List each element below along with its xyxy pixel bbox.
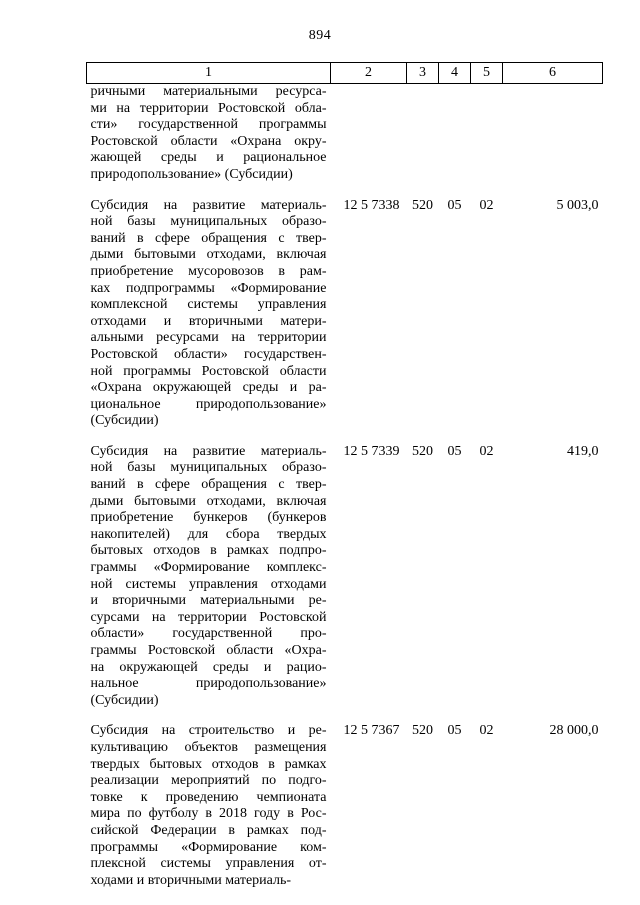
table-row	[87, 84, 603, 184]
description-line: сийской Федерации в рамках под-	[90, 822, 327, 838]
column-header-1: 1	[87, 63, 331, 84]
description-line: Субсидия на развитие материаль-	[90, 443, 327, 459]
description-line: и вторичными материальными ре-	[90, 593, 327, 609]
row-description	[87, 198, 331, 430]
description-line: ваний в сфере обращения с твер-	[90, 230, 327, 246]
row-spacer	[87, 184, 603, 198]
section-code: 05	[447, 197, 462, 213]
expense-type-code: 520	[412, 443, 433, 459]
target-article-code	[331, 84, 407, 184]
expense-type-code	[407, 84, 439, 184]
description-line: ной базы муниципальных образо-	[90, 460, 327, 476]
description-line: ной программы Ростовской области	[90, 363, 327, 379]
table-row	[87, 444, 603, 710]
subsection-code: 02	[479, 723, 494, 739]
description-line: альными ресурсами на территории	[90, 330, 327, 346]
description-line: ми на территории Ростовской обла-	[90, 100, 327, 116]
description-line: природопользование» (Субсидии)	[90, 166, 293, 182]
description-line: культивацию объектов размещения	[90, 739, 327, 755]
amount-value: 5 003,0	[556, 197, 599, 213]
column-header-6: 6	[503, 63, 603, 84]
amount-value	[503, 84, 603, 184]
description-line: граммы Ростовской области «Охра-	[90, 643, 327, 658]
description-line: бытовых отходов в рамках подпро-	[90, 543, 327, 559]
amount-value: 28 000,0	[549, 723, 599, 739]
description-line: сурсами на территории Ростовской	[90, 609, 327, 625]
column-header-4: 4	[439, 63, 471, 84]
section-code	[439, 84, 471, 184]
description-line: ваний в сфере обращения с твер-	[90, 477, 327, 493]
row-description	[87, 723, 331, 889]
description-line: (Субсидии)	[90, 413, 159, 429]
section-code: 05	[447, 723, 462, 739]
description-line: приобретение бункеров (бункеров	[90, 510, 327, 526]
description-line: дыми бытовыми отходами, включая	[90, 493, 327, 509]
description-line: граммы «Формирование комплекс-	[90, 560, 327, 576]
column-header-2: 2	[331, 63, 407, 84]
table-row	[87, 723, 603, 889]
description-line: товке к проведению чемпионата	[90, 789, 327, 805]
description-line: «Охрана окружающей среды и ра-	[90, 380, 327, 396]
table-header-row	[87, 63, 603, 84]
row-description	[87, 444, 331, 710]
amount-value: 419,0	[567, 443, 599, 459]
description-line: Ростовской области «Охрана окру-	[90, 133, 327, 149]
description-line: ричными материальными ресурса-	[90, 84, 327, 99]
expense-type-code: 520	[412, 197, 433, 213]
description-line: области» государственной про-	[90, 626, 327, 642]
description-line: приобретение мусоровозов в рам-	[90, 263, 327, 279]
subsection-code	[471, 84, 503, 184]
description-line: дыми бытовыми отходами, включая	[90, 247, 327, 263]
row-spacer	[87, 430, 603, 444]
description-line: Субсидия на строительство и ре-	[90, 723, 327, 739]
description-line: ках подпрограммы «Формирование	[90, 280, 327, 296]
section-code: 05	[447, 443, 462, 459]
description-line: жающей среды и рациональное	[90, 150, 327, 166]
description-line: на окружающей среды и рацио-	[90, 659, 327, 675]
description-line: отходами и вторичными матери-	[90, 313, 327, 329]
description-line: Ростовской области» государствен-	[90, 346, 327, 362]
target-article-code: 12 5 7338	[343, 197, 400, 213]
description-line: комплексной системы управления	[90, 297, 327, 313]
target-article-code: 12 5 7339	[343, 443, 400, 459]
description-line: Субсидия на развитие материаль-	[90, 197, 327, 213]
description-line: (Субсидии)	[90, 692, 159, 708]
page-number: 894	[308, 28, 332, 43]
column-header-3: 3	[407, 63, 439, 84]
budget-table	[86, 62, 603, 889]
expense-type-code: 520	[412, 723, 433, 739]
description-line: циональное природопользование»	[90, 396, 327, 412]
description-line: ной системы управления отходами	[90, 576, 327, 592]
table-row	[87, 198, 603, 430]
subsection-code: 02	[479, 443, 494, 459]
column-header-5: 5	[471, 63, 503, 84]
subsection-code: 02	[479, 197, 494, 213]
description-line: твердых бытовых отходов в рамках	[90, 756, 327, 772]
description-line: накопителей) для сбора твердых	[90, 526, 327, 542]
table-body	[87, 84, 603, 890]
description-line: сти» государственной программы	[90, 117, 327, 133]
row-description	[87, 84, 331, 184]
description-line: программы «Формирование ком-	[90, 839, 327, 855]
description-line: нальное природопользование»	[90, 676, 327, 692]
description-line: реализации мероприятий по подго-	[90, 773, 327, 789]
description-line: плексной системы управления от-	[90, 856, 327, 872]
description-line: мира по футболу в 2018 году в Рос-	[90, 806, 327, 822]
target-article-code: 12 5 7367	[343, 723, 400, 739]
row-spacer	[87, 709, 603, 723]
description-line: ходами и вторичными материаль-	[90, 872, 292, 888]
description-line: ной базы муниципальных образо-	[90, 214, 327, 230]
